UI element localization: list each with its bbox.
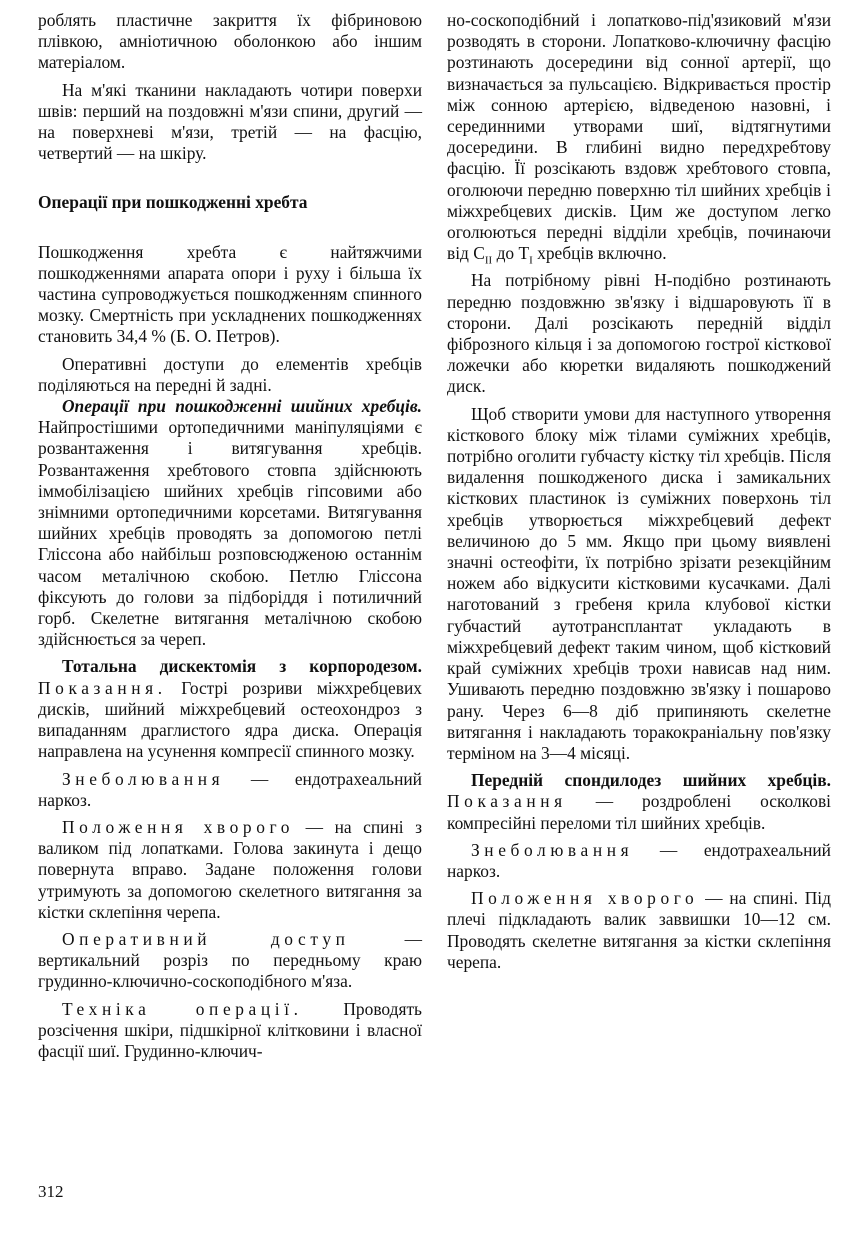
spaced-label: Техніка операції.: [62, 998, 303, 1019]
paragraph: Оперативні доступи до елементів хребців поділяються на передні й задні.: [38, 353, 422, 395]
paragraph: Щоб створити умови для наступного утворення кісткового блоку між тілами суміжних хребців, потрібно оголити губчасту кістку тіл хребців. Після видалення пошкодженого диска і замикальних кісткових пластинок із суміжних поверхонь тіл хребців утворюється міжхребцевий дефект величиною до 5 мм. Якщо при цьому виявлені значні остеофіти, їх потрібно зрізати резекційним ножем або відкусити кістковими кусачками. Далі наготований з гребеня крила клубової кістки губчастий аутотрансплантат укладають в міжхребцевий дефект таким чином, щоб кістковий край суміжних хребців трохи нависав над ним. Ушивають передню поздовжню зв'язку і пошарово рану. Через 6—8 діб припиняють скелетне витягання і накладають торакокраніальну пов'язку терміном на 3—4 місяці.: [447, 403, 831, 763]
paragraph-text: — на спині з валиком під лопатками. Голова закинута і дещо повернута вправо. Задане положення голови утримують за допомогою скелетного витягання за кістки склепіння черепа.: [38, 816, 422, 922]
paragraph-text: Найпростішими ортопедичними маніпуляціями є розвантаження і витягування хребців. Розвантаження хребтового стовпа здійснюють іммобілізацією шийних хребців гіпсовими або знімними ортопедичними корсетами. Витягування шийних хребців проводять за допомогою петлі Гліссона або найбільш розповсюдженою останнім часом металічною скобою. Петлю Гліссона фіксують до голови за підборіддя і потиличний горб. Скелетне витягання металічною скобою здійснюється за череп.: [38, 417, 422, 650]
spaced-label: Знеболювання: [471, 839, 634, 860]
spaced-label: Показання: [447, 791, 567, 812]
paragraph: Пошкодження хребта є найтяжчими пошкодженнями апарата опори і руху і більша їх частина супроводжується пошкодженням спинного мозку. Смертність при ускладнених пошкодженнях становить 34,4 % (Б. О. Петров).: [38, 241, 422, 347]
paragraph: роблять пластичне закриття їх фібриновою плівкою, амніотичною оболонкою або іншим матеріалом.: [38, 10, 422, 73]
subsection-heading: Передній спондилодез шийних хребців.: [471, 770, 831, 791]
paragraph: [447, 10, 831, 267]
paragraph-text: Гострі розриви міжхребцевих дисків, шийний міжхребцевий остеохондроз з випаданням драглистого ядра диска. Операція направлена на усунення компресії спинного мозку.: [38, 677, 422, 762]
spaced-label: Оперативний доступ: [62, 928, 350, 949]
paragraph-text: — вертикальний розріз по передньому краю грудинно-ключично-соскоподібного м'яза.: [38, 928, 422, 992]
paragraph-text: — ендотрахеальний наркоз.: [38, 768, 422, 810]
left-column: [38, 10, 422, 1062]
subsection-heading: Операції при пошкодженні шийних хребців.: [62, 396, 422, 417]
paragraph: [38, 769, 422, 811]
spaced-label: Показання.: [38, 677, 167, 698]
spaced-label: Знеболювання: [62, 768, 225, 789]
right-column: [447, 10, 831, 973]
paragraph: [447, 770, 831, 834]
page-number: 312: [38, 1182, 64, 1201]
spaced-label: Положення хворого: [62, 816, 295, 837]
paragraph: [38, 929, 422, 993]
paragraph-text: но-соскоподібний і лопатково-під'язиковий м'язи розводять в сторони. Лопатково-ключичну фасцію розтинають досередини від сонної артерії, що визначається за пульсацією. Відкривається простір між сонною артерією, відведеною назовні, і серединними утворами шиї, відтягнутими досередини. В глибині видно передхребтову фасцію. Її розсікають вздовж хребтового стовпа, оголюючи передню поверхню тіл шийних хребців і міжхребцевих дисків. Цим же доступом легко оголюються передні відділи хребців, починаючи від: [447, 10, 831, 264]
paragraph-text: — роздроблені осколкові компресійні переломи тіл шийних хребців.: [447, 791, 831, 833]
subsection-heading: Тотальна дискектомія з корпородезом.: [62, 656, 422, 677]
vertebra-subscript: I: [529, 254, 533, 267]
paragraph-text: Проводять розсічення шкіри, підшкірної клітковини і власної фасції шиї. Грудинно-ключич-: [38, 998, 422, 1061]
spaced-label: Положення хворого: [471, 888, 699, 909]
vertebra-label: T: [518, 243, 530, 264]
paragraph: [38, 999, 422, 1063]
section-title: Операції при пошкодженні хребта: [38, 192, 308, 213]
paragraph-text: хребців включно.: [537, 243, 667, 264]
paragraph: [447, 840, 831, 882]
paragraph-text: — ендотрахеальний наркоз.: [447, 839, 831, 881]
paragraph: [38, 817, 422, 923]
paragraph-text: до: [496, 243, 515, 264]
paragraph: На м'які тканини накладають чотири поверхи швів: перший на поздовжні м'язи спини, другий — на поверхневі м'язи, третій — на фасцію, четвертий — на шкіру.: [38, 79, 422, 164]
paragraph: [38, 396, 422, 650]
paragraph-text: — на спині. Під плечі підкладають валик заввишки 10—12 см. Проводять скелетне витягання за кістки склепіння черепа.: [447, 888, 831, 972]
paragraph: [38, 656, 422, 762]
vertebra-subscript: II: [484, 254, 493, 267]
paragraph: [447, 888, 831, 973]
paragraph: На потрібному рівні Н-подібно розтинають передню поздовжню зв'язку і відшаровують її в сторони. Далі розсікають передній відділ фіброзного кільця і за допомогою гострої кісткової ложечки або кюретки видаляють пошкоджений диск.: [447, 270, 831, 397]
vertebra-label: C: [473, 243, 485, 264]
